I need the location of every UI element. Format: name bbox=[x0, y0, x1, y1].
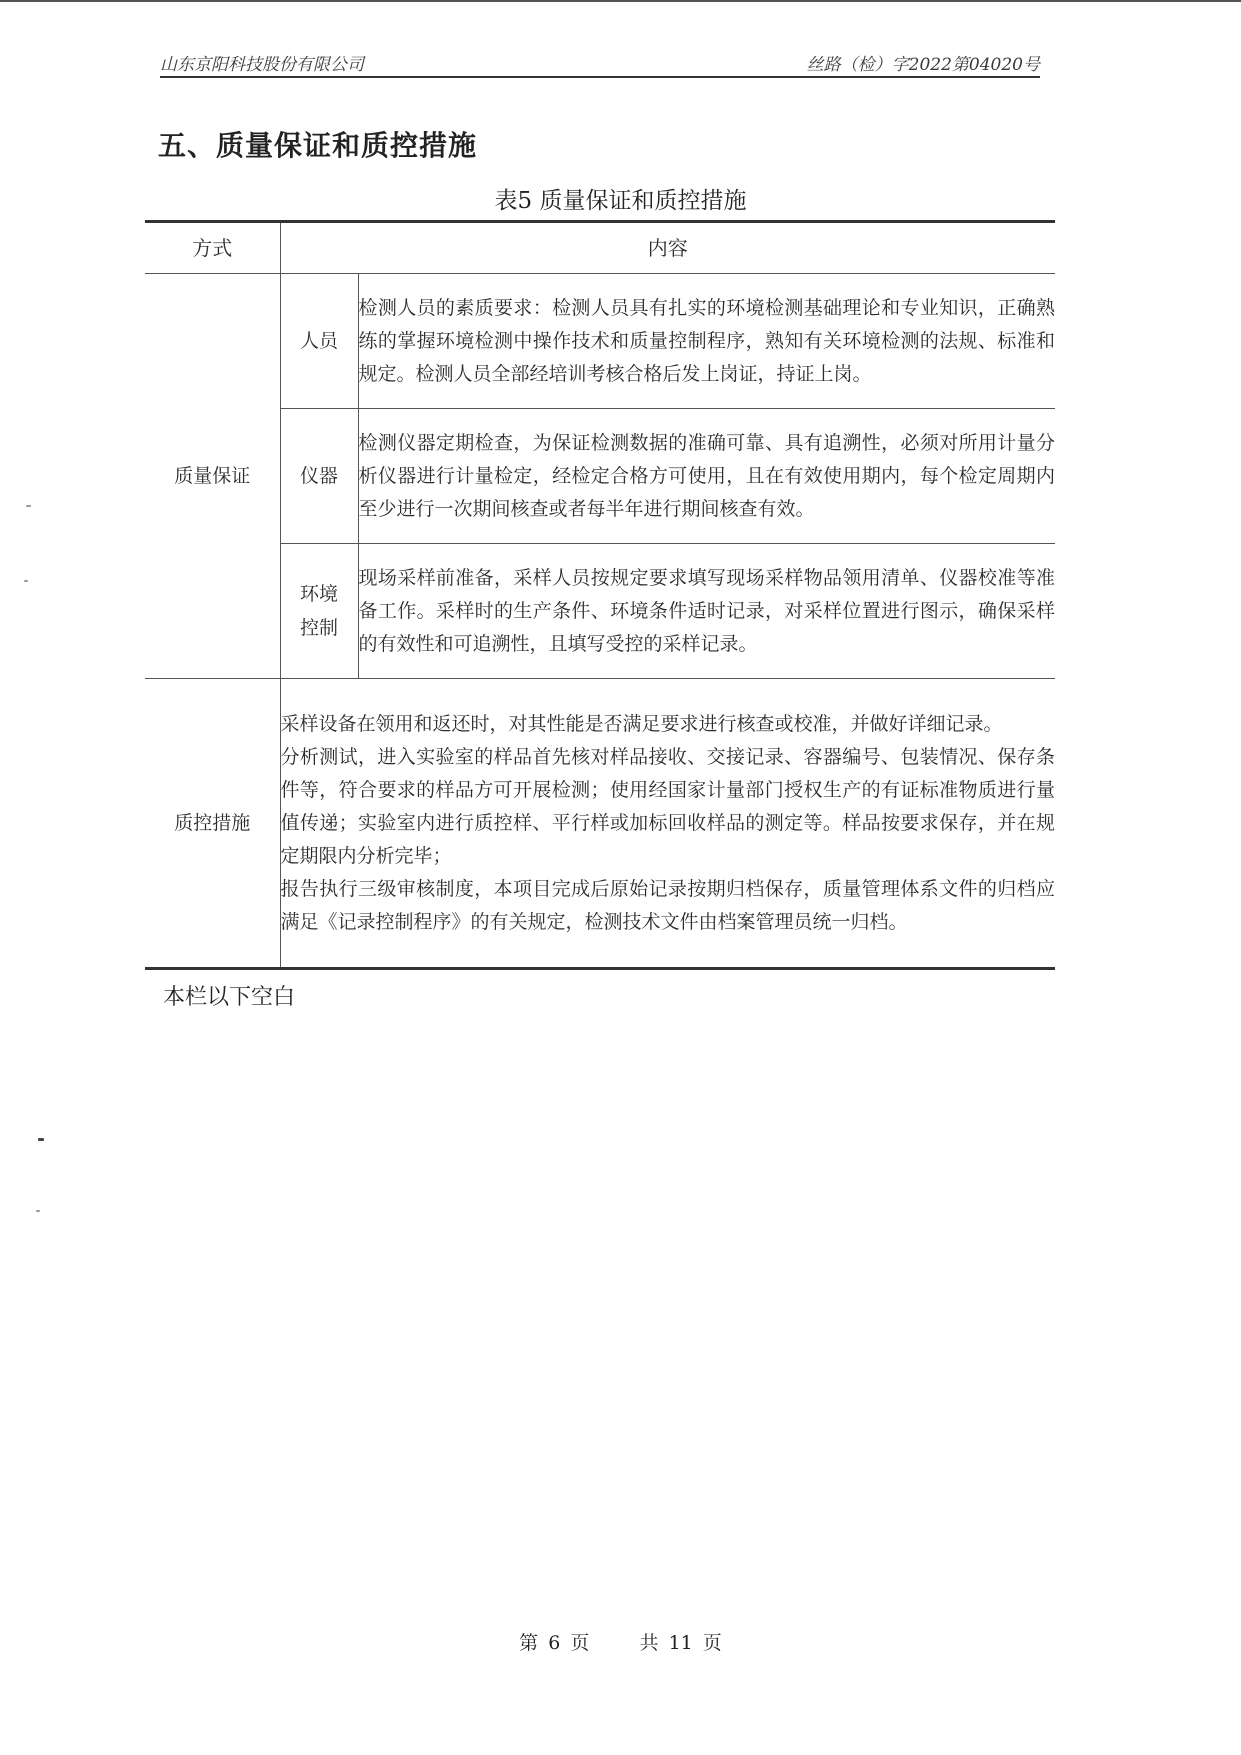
company-name: 山东京阳科技股份有限公司 bbox=[160, 55, 364, 75]
qc-paragraph: 采样设备在领用和返还时，对其性能是否满足要求进行核查或校准，并做好详细记录。 bbox=[280, 712, 1003, 735]
page-number: 第 6 页 bbox=[519, 1632, 590, 1654]
sub-label-environment-line2: 控制 bbox=[299, 617, 338, 639]
column-header-content: 内容 bbox=[280, 222, 1055, 274]
sub-label-environment-line1: 环境 bbox=[299, 583, 338, 605]
qc-paragraph: 报告执行三级审核制度，本项目完成后原始记录按期归档保存，质量管理体系文件的归档应满足《记录控制程序》的有关规定，检测技术文件由档案管理员统一归档。 bbox=[280, 877, 1055, 933]
column-header-method: 方式 bbox=[145, 222, 280, 274]
instrument-text: 检测仪器定期检查，为保证检测数据的准确可靠、具有追溯性，必须对所用计量分析仪器进行计量检定，经检定合格方可使用，且在有效使用期内，每个检定周期内至少进行一次期间核查或者每半年进行期间核查有效。 bbox=[358, 409, 1055, 544]
sub-label-environment bbox=[280, 544, 358, 679]
scan-speck bbox=[26, 505, 31, 507]
environment-text: 现场采样前准备，采样人员按规定要求填写现场采样物品领用清单、仪器校准等准备工作。采样时的生产条件、环境条件适时记录，对采样位置进行图示，确保采样的有效性和可追溯性，且填写受控的采样记录。 bbox=[358, 544, 1055, 679]
method-quality-assurance: 质量保证 bbox=[145, 274, 280, 679]
page-top-edge bbox=[0, 0, 1241, 2]
page-header bbox=[160, 46, 1040, 78]
table-caption: 表5 质量保证和质控措施 bbox=[494, 188, 747, 214]
page-footer bbox=[0, 1628, 1241, 1655]
table-row bbox=[145, 274, 1055, 409]
quality-table bbox=[145, 220, 1055, 970]
sub-label-instrument: 仪器 bbox=[280, 409, 358, 544]
page-total: 共 11 页 bbox=[639, 1632, 722, 1654]
method-qc-measures: 质控措施 bbox=[145, 679, 280, 969]
scan-speck bbox=[24, 580, 28, 582]
table-row bbox=[145, 544, 1055, 679]
qc-measures-text bbox=[280, 679, 1055, 969]
report-number: 丝路（检）字2022第04020号 bbox=[806, 55, 1040, 75]
scan-speck bbox=[36, 1210, 40, 1212]
sub-label-personnel: 人员 bbox=[280, 274, 358, 409]
personnel-text: 检测人员的素质要求：检测人员具有扎实的环境检测基础理论和专业知识，正确熟练的掌握环境检测中操作技术和质量控制程序，熟知有关环境检测的法规、标准和规定。检测人员全部经培训考核合格后发上岗证，持证上岗。 bbox=[358, 274, 1055, 409]
qc-paragraph: 分析测试，进入实验室的样品首先核对样品接收、交接记录、容器编号、包装情况、保存条件等，符合要求的样品方可开展检测；使用经国家计量部门授权生产的有证标准物质进行量值传递；实验室内进行质控样、平行样或加标回收样品的测定等。样品按要求保存，并在规定期限内分析完毕； bbox=[280, 745, 1055, 867]
section-title: 五、质量保证和质控措施 bbox=[158, 129, 478, 162]
table-row bbox=[145, 409, 1055, 544]
table-header-row bbox=[145, 222, 1055, 274]
blank-note: 本栏以下空白 bbox=[163, 985, 296, 1010]
table-row bbox=[145, 679, 1055, 969]
scan-speck bbox=[38, 1138, 44, 1141]
